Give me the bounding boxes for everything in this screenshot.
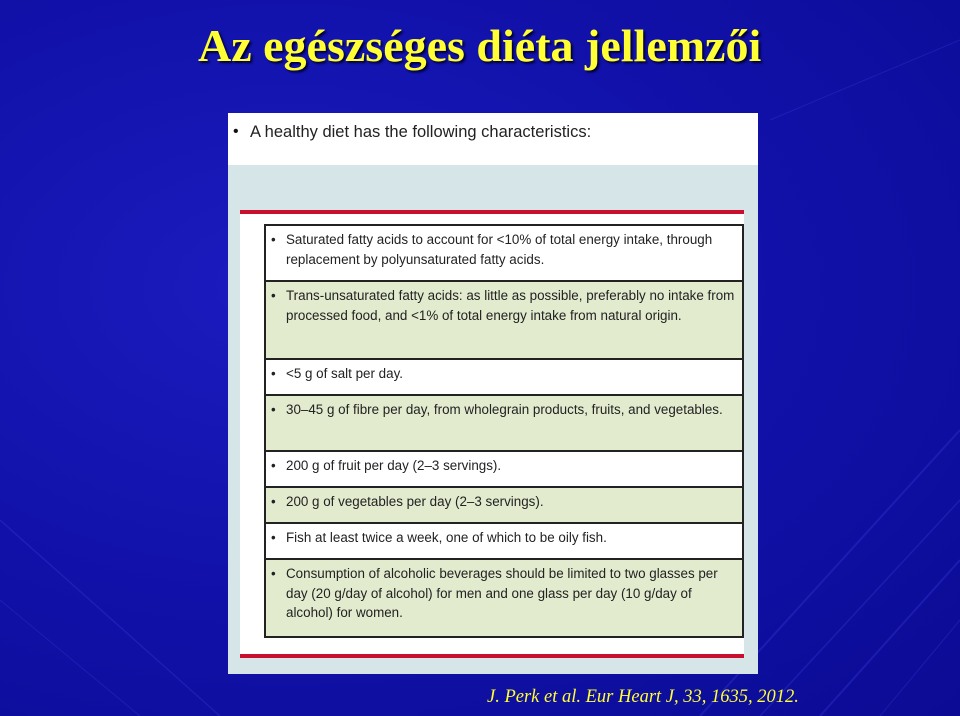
bottom-rule (240, 654, 744, 658)
slide-title: Az egészséges diéta jellemzői (198, 20, 762, 71)
characteristics-list (264, 224, 744, 638)
diet-figure (228, 113, 758, 674)
item-text: 200 g of fruit per day (2–3 servings). (286, 458, 502, 473)
list-item (266, 282, 742, 360)
bullet-icon: • (233, 123, 239, 140)
item-text: 200 g of vegetables per day (2–3 servings). (286, 494, 544, 509)
list-item (266, 396, 742, 452)
item-text: <5 g of salt per day. (286, 366, 403, 381)
citation: J. Perk et al. Eur Heart J, 33, 1635, 2012. (487, 687, 799, 707)
bullet-icon: • (271, 366, 276, 381)
item-text: Saturated fatty acids to account for <10% of total energy intake, through replacement by polyunsaturated fatty acids. (286, 232, 713, 267)
bullet-icon: • (271, 458, 276, 473)
bullet-icon: • (271, 232, 276, 247)
bullet-icon: • (271, 402, 276, 417)
bullet-icon: • (271, 566, 276, 581)
bullet-icon: • (271, 530, 276, 545)
item-text: 30–45 g of fibre per day, from wholegrain products, fruits, and vegetables. (286, 402, 723, 417)
top-rule (240, 210, 744, 214)
list-item (266, 452, 742, 488)
item-text: Trans-unsaturated fatty acids: as little as possible, preferably no intake from processed food, and <1% of total energy intake from natural origin. (286, 288, 735, 323)
bullet-icon: • (271, 494, 276, 509)
list-item (266, 226, 742, 282)
list-item (266, 524, 742, 560)
list-item (266, 560, 742, 636)
list-item (266, 488, 742, 524)
list-item (266, 360, 742, 396)
figure-header (228, 113, 758, 165)
figure-heading: A healthy diet has the following characteristics: (250, 123, 592, 141)
item-text: Consumption of alcoholic beverages should be limited to two glasses per day (20 g/day of alcohol) for men and one glass per day (10 g/day of alcohol) for women. (286, 566, 718, 620)
bullet-icon: • (271, 288, 276, 303)
characteristics-panel (240, 210, 744, 658)
item-text: Fish at least twice a week, one of which to be oily fish. (286, 530, 607, 545)
